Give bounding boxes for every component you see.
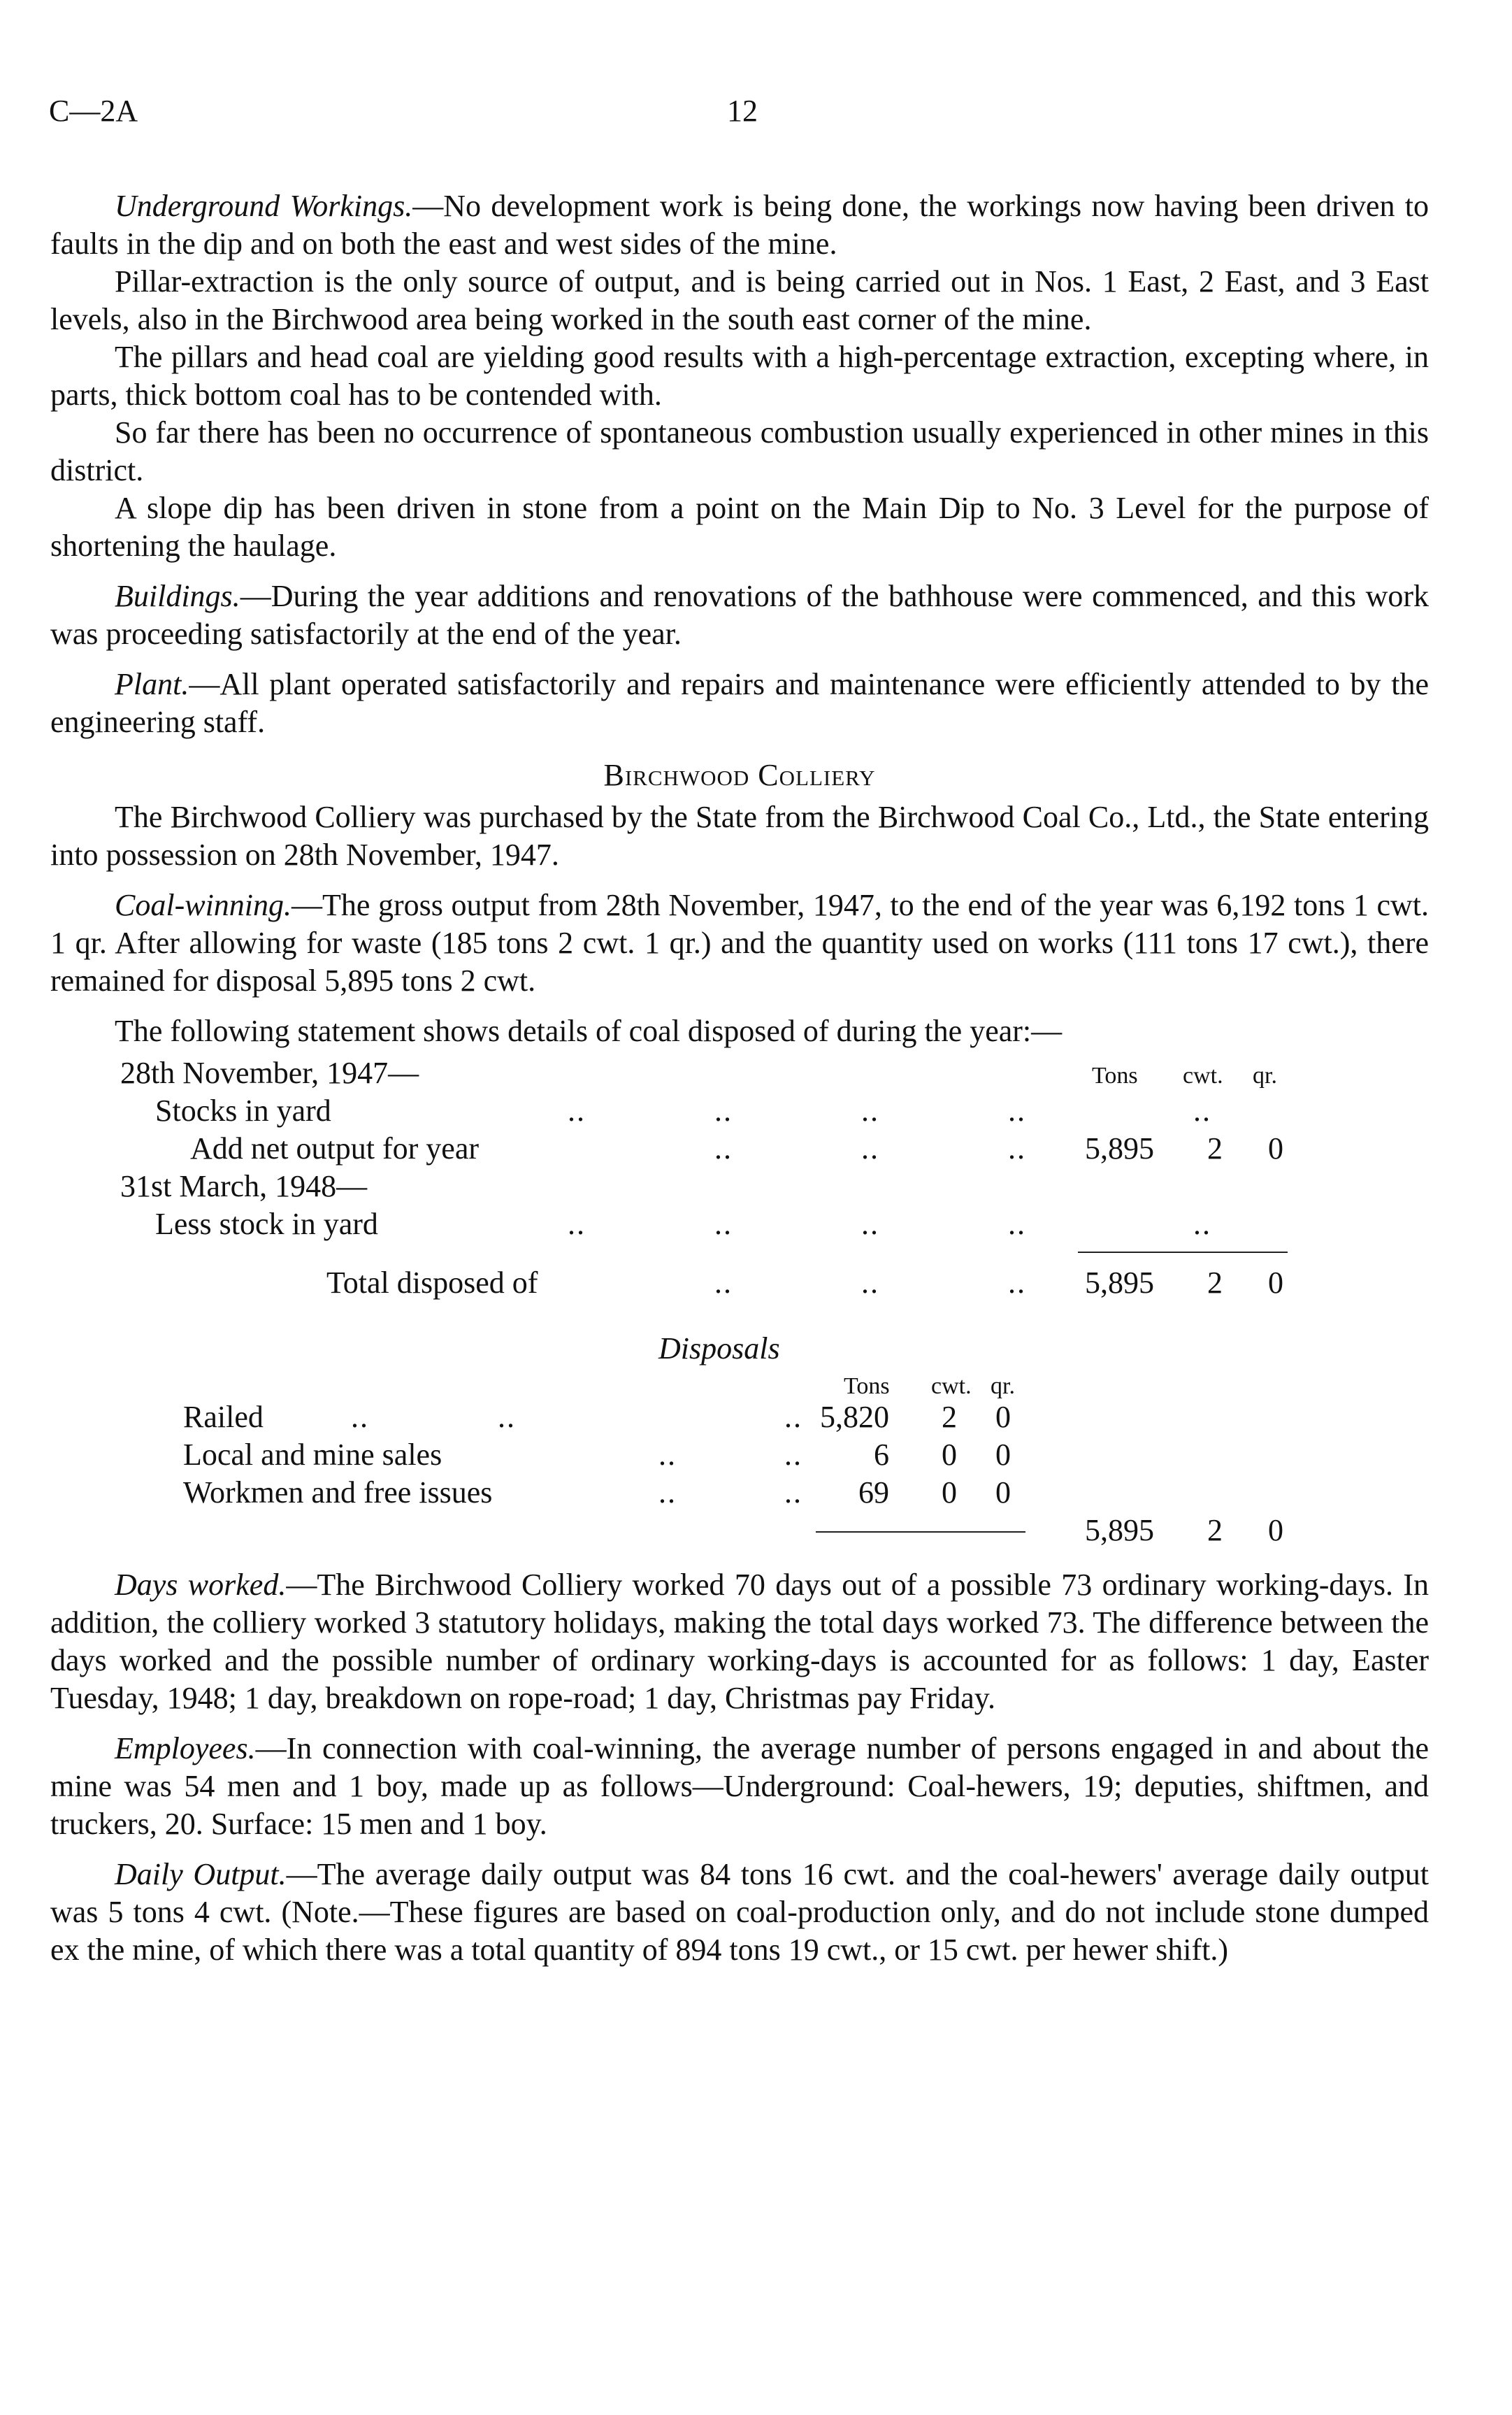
paragraph — [50, 187, 1429, 263]
leader-dots: .. — [568, 1207, 586, 1241]
paragraph-text: The Birchwood Colliery was purchased by the State from the Birchwood Coal Co., Ltd., the State entering into possession on 28th November, 1947. — [50, 800, 1429, 872]
leader-dots: .. — [351, 1400, 369, 1434]
leader-dots: .. — [1008, 1207, 1026, 1241]
add-qr: 0 — [1268, 1131, 1283, 1166]
disposal-row — [50, 1436, 1429, 1474]
add-cwt: 2 — [1207, 1131, 1223, 1166]
disposal-cwt: 0 — [942, 1438, 957, 1472]
disposal-tons: 5,820 — [820, 1400, 889, 1434]
paragraph — [50, 489, 1429, 565]
paragraph — [50, 338, 1429, 414]
paragraph-lead: Buildings. — [115, 579, 240, 613]
leader-dots: .. — [861, 1094, 879, 1128]
date-1: 28th November, 1947— — [120, 1056, 419, 1090]
col-cwt: cwt. — [1183, 1063, 1223, 1089]
disposals-table — [50, 1330, 1429, 1549]
disposal-tons: 69 — [858, 1475, 889, 1510]
paragraph-lead: Coal-winning. — [115, 888, 292, 922]
paragraph — [50, 666, 1429, 741]
disposals-title: Disposals — [658, 1331, 780, 1366]
paragraphs-top — [50, 187, 1429, 741]
leader-dots: .. — [861, 1266, 879, 1300]
paragraph — [50, 1012, 1429, 1050]
leader-dots: .. — [498, 1400, 516, 1434]
col-tons: Tons — [844, 1373, 890, 1399]
disposal-qr: 0 — [995, 1475, 1011, 1510]
leader-dots: .. — [714, 1266, 733, 1300]
paragraph-text: —The Birchwood Colliery worked 70 days out of a possible 73 ordinary working-days. In addition, the colliery worked 3 statutory holidays, making the total days worked 73. The difference between the days worked and the possible number of ordinary working-days is accounted for as follows: 1 day, Easter Tuesday, 1948; 1 day, breakdown on rope-road; 1 day, Christmas pay Friday. — [50, 1568, 1430, 1715]
add-tons: 5,895 — [1085, 1131, 1154, 1166]
leader-dots: .. — [1008, 1131, 1026, 1166]
disposal-cwt: 2 — [942, 1400, 957, 1434]
stocks-value: .. — [1193, 1094, 1211, 1128]
total-label: Total disposed of — [326, 1266, 538, 1300]
disposal-tons: 6 — [874, 1438, 889, 1472]
paragraph — [50, 1856, 1429, 1969]
less-value: .. — [1193, 1207, 1211, 1241]
add-label: Add net output for year — [190, 1131, 479, 1166]
total-cwt: 2 — [1207, 1266, 1223, 1300]
total-tons: 5,895 — [1085, 1266, 1154, 1300]
disposal-label: Local and mine sales — [183, 1438, 442, 1472]
paragraph-lead: Plant. — [115, 667, 189, 701]
paragraph-text: —The gross output from 28th November, 1947, to the end of the year was 6,192 tons 1 cwt. 1 qr. After allowing for waste (185 tons 2 cwt. 1 qr.) and the quantity used on works (111 tons 17 cwt.), there remained for disposal 5,895 tons 2 cwt. — [50, 888, 1429, 998]
leader-dots: .. — [1008, 1094, 1026, 1128]
paragraph — [50, 578, 1429, 653]
paragraph-lead: Days worked. — [115, 1568, 287, 1602]
leader-dots: .. — [714, 1207, 733, 1241]
disposal-row — [50, 1474, 1429, 1512]
sum-rule — [816, 1531, 1025, 1533]
paragraph-text: A slope dip has been driven in stone from a point on the Main Dip to No. 3 Level for the purpose of shortening the haulage. — [50, 491, 1429, 563]
paragraph — [50, 887, 1429, 1000]
leader-dots: .. — [658, 1438, 677, 1472]
leader-dots: .. — [861, 1207, 879, 1241]
sum-rule — [1078, 1252, 1288, 1253]
paragraph — [50, 1566, 1429, 1717]
paragraph-lead: Daily Output. — [115, 1857, 287, 1891]
disposals-total-tons: 5,895 — [1085, 1513, 1154, 1547]
leader-dots: .. — [784, 1475, 802, 1510]
disposals-total-cwt: 2 — [1207, 1513, 1223, 1547]
col-qr: qr. — [991, 1373, 1015, 1399]
disposal-qr: 0 — [995, 1400, 1011, 1434]
total-qr: 0 — [1268, 1266, 1283, 1300]
stocks-label: Stocks in yard — [155, 1094, 331, 1128]
disposal-cwt: 0 — [942, 1475, 957, 1510]
paragraphs-bottom — [50, 1566, 1429, 1969]
col-qr: qr. — [1253, 1063, 1277, 1089]
paragraph-text: So far there has been no occurrence of spontaneous combustion usually experienced in other mines in this district. — [50, 415, 1429, 487]
col-cwt: cwt. — [931, 1373, 972, 1399]
disposals-total-qr: 0 — [1268, 1513, 1283, 1547]
disposal-qr: 0 — [995, 1438, 1011, 1472]
disposal-label: Workmen and free issues — [183, 1475, 493, 1510]
leader-dots: .. — [784, 1400, 802, 1434]
leader-dots: .. — [861, 1131, 879, 1166]
document-code: C—2A — [49, 94, 138, 128]
paragraph-text: —The average daily output was 84 tons 16 cwt. and the coal-hewers' average daily output was 5 tons 4 cwt. (Note.—These figures are based on coal-production only, and do not include stone dumped ex the mine, of which there was a total quantity of 894 tons 19 cwt., or 15 cwt. per hewer shift.) — [50, 1857, 1429, 1967]
leader-dots: .. — [784, 1438, 802, 1472]
paragraph — [50, 1730, 1429, 1843]
paragraph-text: The following statement shows details of coal disposed of during the year:— — [115, 1014, 1063, 1048]
paragraph-lead: Underground Workings. — [115, 189, 413, 223]
leader-dots: .. — [714, 1094, 733, 1128]
less-label: Less stock in yard — [155, 1207, 378, 1241]
paragraph-text: —In connection with coal-winning, the average number of persons engaged in and about the mine was 54 men and 1 boy, made up as follows—Underground: Coal-hewers, 19; deputies, shiftmen, and truckers, 20. Surface: 15 men and 1 boy. — [50, 1731, 1429, 1841]
date-2: 31st March, 1948— — [120, 1169, 368, 1203]
leader-dots: .. — [568, 1094, 586, 1128]
paragraph-text: Pillar-extraction is the only source of output, and is being carried out in Nos. 1 East, 2 East, and 3 East levels, also in the Birchwood area being worked in the south east corner of the mine. — [50, 264, 1429, 336]
paragraph-lead: Employees. — [115, 1731, 256, 1765]
page-header — [49, 92, 1447, 134]
page-number: 12 — [727, 94, 758, 128]
paragraph — [50, 263, 1429, 338]
page-body — [50, 187, 1429, 1969]
paragraph-text: —All plant operated satisfactorily and repairs and maintenance were efficiently attended to by the engineering staff. — [50, 667, 1429, 739]
leader-dots: .. — [1008, 1266, 1026, 1300]
paragraph — [50, 414, 1429, 489]
leader-dots: .. — [714, 1131, 733, 1166]
paragraph-text: The pillars and head coal are yielding good results with a high-percentage extraction, excepting where, in parts, thick bottom coal has to be contended with. — [50, 340, 1429, 412]
leader-dots: .. — [658, 1475, 677, 1510]
paragraphs-mid — [50, 798, 1429, 1050]
paragraph-text: —During the year additions and renovations of the bathhouse were commenced, and this work was proceeding satisfactorily at the end of the year. — [50, 579, 1429, 651]
statement-table — [50, 1054, 1429, 1302]
paragraph-text: —No development work is being done, the workings now having been driven to faults in the dip and on both the east and west sides of the mine. — [50, 189, 1430, 261]
paragraph — [50, 798, 1429, 874]
disposal-row — [50, 1398, 1429, 1436]
col-tons: Tons — [1092, 1063, 1138, 1089]
section-title: Birchwood Colliery — [603, 758, 876, 792]
disposal-label: Railed — [183, 1400, 264, 1434]
